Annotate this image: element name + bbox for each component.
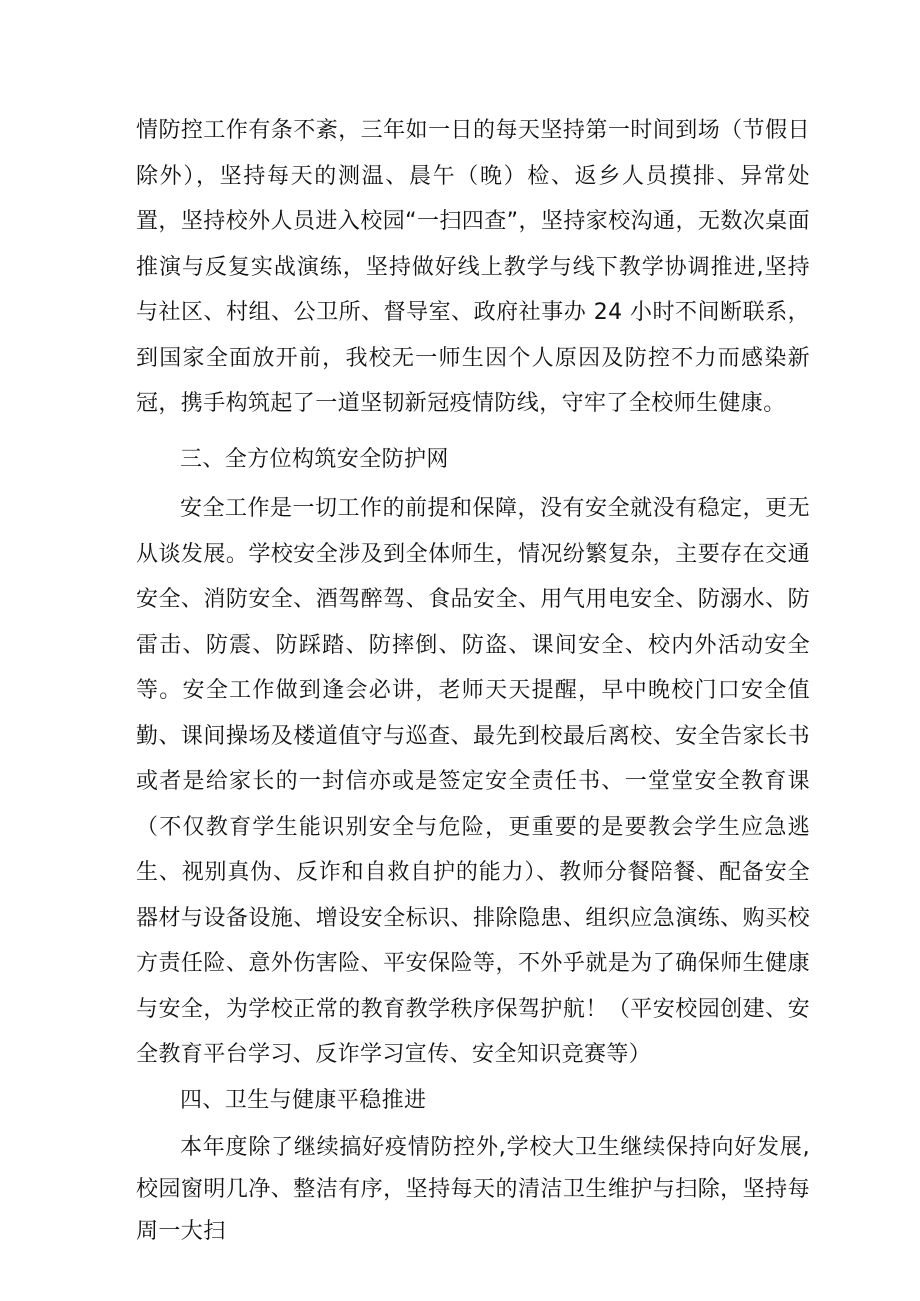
paragraph-hygiene-health: 本年度除了继续搞好疫情防控外,学校大卫生继续保持向好发展,校园窗明几净、整洁有序，坚持每天的清洁卫生维护与扫除，坚持每周一大扫 xyxy=(136,1135,810,1244)
section-heading-safety: 三、全方位构筑安全防护网 xyxy=(180,446,449,472)
section-heading-hygiene: 四、卫生与健康平稳推进 xyxy=(180,1087,427,1113)
paragraph-safety-work: 安全工作是一切工作的前提和保障，没有安全就没有稳定，更无从谈发展。学校安全涉及到全体师生，情况纷繁复杂，主要存在交通安全、消防安全、酒驾醉驾、食品安全、用气用电安全、防溺水、防雷击、防震、防踩踏、防摔倒、防盗、课间安全、校内外活动安全等。安全工作做到逢会必讲，老师天天提醒，早中晚校门口安全值勤、课间操场及楼道值守与巡查、最先到校最后离校、安全告家长书或者是给家长的一封信亦或是签定安全责任书、一堂堂安全教育课（不仅教育学生能识别安全与危险，更重要的是要教会学生应急逃生、视别真伪、反诈和自救自护的能力）、教师分餐陪餐、配备安全器材与设备设施、增设安全标识、排除隐患、组织应急演练、购买校方责任险、意外伤害险、平安保险等，不外乎就是为了确保师生健康与安全，为学校正常的教育教学秩序保驾护航！（平安校园创建、安全教育平台学习、反诈学习宣传、安全知识竞赛等） xyxy=(136,496,810,1067)
paragraph-epidemic-control: 情防控工作有条不紊，三年如一日的每天坚持第一时间到场（节假日除外），坚持每天的测温、晨午（晚）检、返乡人员摸排、异常处置，坚持校外人员进入校园“一扫四查”，坚持家校沟通，无数次桌面推演与反复实战演练，坚持做好线上教学与线下教学协调推进,坚持与社区、村组、公卫所、督导室、政府社事办 24 小时不间断联系，到国家全面放开前，我校无一师生因个人原因及防控不力而感染新冠，携手构筑起了一道坚韧新冠疫情防线，守牢了全校师生健康。 xyxy=(136,118,810,416)
